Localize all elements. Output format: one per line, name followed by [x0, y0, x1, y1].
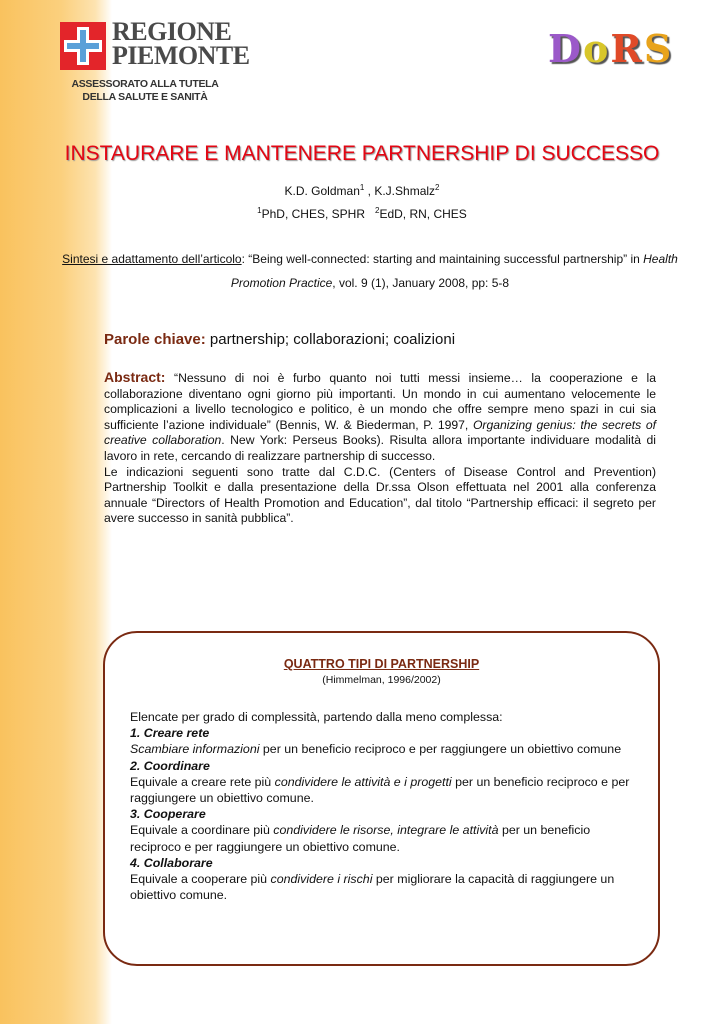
item-text-2: [130, 774, 640, 806]
region-name-line2: PIEMONTE: [112, 41, 250, 70]
item-head-4: 4. Collaborare: [130, 855, 213, 870]
item-4-em: condividere i rischi: [270, 872, 373, 887]
author-1-sup: 1: [359, 183, 365, 192]
item-1-post: per un beneficio reciproco e per raggiungere un obiettivo comune: [259, 742, 622, 757]
partnership-types-box: [103, 631, 660, 966]
region-department: [60, 78, 230, 104]
regione-piemonte-logo: [60, 17, 250, 110]
abstract-paragraph-2: Le indicazioni seguenti sono tratte dal C.D.C. (Centers of Disease Control and Prevention) Partnership Toolkit e dalla presentazione della Dr.ssa Olson effettuata nel 2001 alla conferenza annuale “Directors of Health Promotion and Education”, dal titolo “Partnership efficaci: il segreto per avere successo in sanità pubblica”.: [104, 464, 656, 526]
item-text-3: [130, 822, 640, 854]
item-head-3: 3. Cooperare: [130, 807, 206, 822]
sintesi-colon: :: [241, 252, 249, 266]
dors-letter-s: S: [643, 26, 674, 71]
abstract: [104, 370, 656, 527]
item-head-2: 2. Coordinare: [130, 758, 210, 773]
keywords-label: Parole chiave:: [104, 331, 206, 348]
box-subtitle: (Himmelman, 1996/2002): [322, 674, 441, 686]
abstract-p1-b: . New York: Perseus Books). Risulta allora importante individuare modalità di lavoro in rete, cercando di realizzare partnership di successo.: [104, 433, 657, 463]
region-department-line1: ASSESSORATO ALLA TUTELA: [71, 78, 219, 90]
item-2-em: condividere le attività e i progetti: [274, 774, 452, 789]
abstract-p1-a: “Nessuno di noi è furbo quanto noi tutti messi insieme… la cooperazione e la collaborazione diventano ogni giorno più importanti. Un mondo in cui aumentano velocemente le complicazioni a livello tecnologico e politico, è un mondo che offre sempre meno spazi in cui sia sufficiente l’azione individuale” (Bennis, W. & Biederman, P. 1997,: [104, 371, 656, 432]
author-2-sup: 2: [435, 183, 440, 192]
affil-2: EdD, RN, CHES: [379, 207, 467, 221]
document-title: INSTAURARE E MANTENERE PARTNERSHIP DI SUCCESSO: [64, 142, 660, 165]
dors-logo: [548, 26, 673, 71]
dors-letter-o: o: [582, 26, 611, 71]
sintesi-text-1: “Being well-connected: starting and maintaining successful partnership” in: [248, 252, 644, 266]
authors-line: [0, 183, 724, 198]
dors-letter-d: D: [548, 26, 583, 71]
item-2-pre: Equivale a creare rete più: [130, 774, 275, 789]
item-text-4: [130, 871, 640, 903]
item-3-em: condividere le risorse, integrare le attività: [273, 823, 499, 838]
item-1-em: Scambiare informazioni: [130, 742, 260, 757]
sintesi-text-2: , vol. 9 (1), January 2008, pp: 5-8: [332, 276, 510, 290]
region-name-line1: REGIONE: [112, 17, 232, 46]
journal-name: Health Promotion Practice: [230, 252, 678, 290]
item-4-pre: Equivale a cooperare più: [130, 872, 271, 887]
keywords: [104, 331, 455, 348]
author-separator: ,: [364, 184, 375, 198]
item-4-post: per migliorare la capacità di raggiungere un obiettivo comune.: [130, 872, 615, 903]
source-citation: [60, 247, 680, 295]
keywords-text: partnership; collaborazioni; coalizioni: [205, 331, 456, 348]
box-title: QUATTRO TIPI DI PARTNERSHIP: [283, 657, 480, 671]
item-3-post: per un beneficio reciproco e per raggiungere un obiettivo comune.: [130, 823, 591, 854]
abstract-paragraph-1: [104, 370, 656, 465]
regione-cross-icon: [60, 22, 106, 70]
affil-1-sup: 1: [257, 206, 262, 215]
abstract-label: Abstract:: [104, 369, 166, 385]
dors-letter-r: R: [610, 26, 644, 71]
author-2: K.J.Shmalz: [374, 184, 436, 198]
sintesi-label: Sintesi e adattamento dell’articolo: [62, 252, 242, 266]
region-department-line2: DELLA SALUTE E SANITÀ: [82, 91, 208, 103]
item-3-pre: Equivale a coordinare più: [130, 823, 274, 838]
affil-2-sup: 2: [375, 206, 380, 215]
affil-1: PhD, CHES, SPHR: [261, 207, 365, 221]
item-head-1: 1. Creare rete: [130, 726, 210, 741]
abstract-book-title: Organizing genius: the secrets of creative collaboration: [104, 417, 656, 448]
box-intro: Elencate per grado di complessità, partendo dalla meno complessa:: [130, 710, 503, 724]
item-2-post: per un beneficio reciproco e per raggiungere un obiettivo comune.: [130, 774, 630, 806]
box-body: [130, 709, 640, 903]
item-text-1: [130, 741, 640, 757]
author-1: K.D. Goldman: [284, 184, 360, 198]
affiliations-line: [0, 206, 724, 221]
region-name: [112, 17, 250, 70]
